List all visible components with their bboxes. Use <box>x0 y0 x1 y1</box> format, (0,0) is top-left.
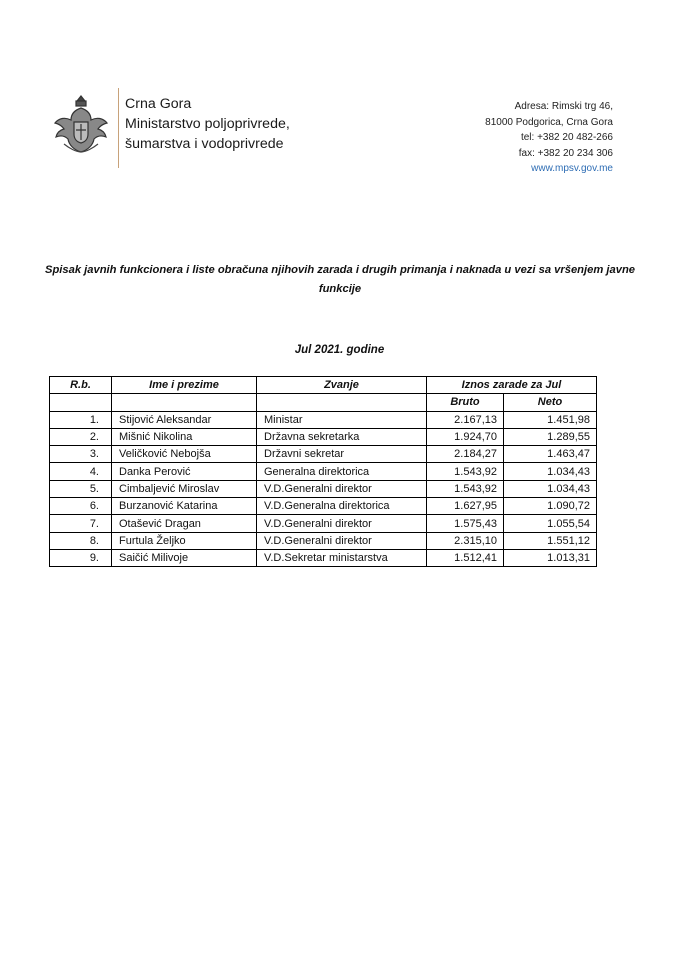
cell-rb: 3. <box>50 446 112 463</box>
table-body <box>50 411 597 567</box>
telephone: tel: +382 20 482-266 <box>520 132 613 143</box>
cell-gross: 1.512,41 <box>427 549 504 566</box>
cell-name: Otašević Dragan <box>112 515 257 532</box>
cell-gross: 1.575,43 <box>427 515 504 532</box>
cell-gross: 1.543,92 <box>427 480 504 497</box>
cell-name: Danka Perović <box>112 463 257 480</box>
salary-table <box>49 376 597 567</box>
cell-title: Ministar <box>257 411 427 428</box>
cell-title: V.D.Generalni direktor <box>257 480 427 497</box>
cell-net: 1.289,55 <box>504 428 597 445</box>
cell-rb: 6. <box>50 498 112 515</box>
cell-net: 1.034,43 <box>504 463 597 480</box>
cell-net: 1.034,43 <box>504 480 597 497</box>
cell-rb: 5. <box>50 480 112 497</box>
table-row <box>50 463 597 480</box>
table-row <box>50 411 597 428</box>
cell-gross: 2.184,27 <box>427 446 504 463</box>
cell-rb: 2. <box>50 428 112 445</box>
cell-gross: 2.315,10 <box>427 532 504 549</box>
cell-net: 1.463,47 <box>504 446 597 463</box>
cell-net: 1.090,72 <box>504 498 597 515</box>
org-line-ministry: Ministarstvo poljoprivrede, <box>125 116 290 132</box>
cell-net: 1.055,54 <box>504 515 597 532</box>
cell-name: Saičić Milivoje <box>112 549 257 566</box>
header-divider <box>118 88 119 168</box>
cell-rb: 1. <box>50 411 112 428</box>
header-amount: Iznos zarade za Jul <box>427 377 597 394</box>
org-line-country: Crna Gora <box>125 96 192 112</box>
cell-name: Furtula Željko <box>112 532 257 549</box>
document-period: Jul 2021. godine <box>294 344 385 356</box>
organization-name <box>125 94 290 154</box>
table-subheader-row <box>50 394 597 411</box>
document-title: Spisak javnih funkcionera i liste obračuna njihovih zarada i drugih primanja i naknada u vezi sa vršenjem javne funkcije <box>44 264 636 295</box>
cell-name: Stijović Aleksandar <box>112 411 257 428</box>
cell-gross: 1.543,92 <box>427 463 504 480</box>
cell-title: Državni sekretar <box>257 446 427 463</box>
cell-name: Burzanović Katarina <box>112 498 257 515</box>
table-row <box>50 446 597 463</box>
table-row <box>50 498 597 515</box>
cell-rb: 7. <box>50 515 112 532</box>
cell-net: 1.013,31 <box>504 549 597 566</box>
cell-rb: 8. <box>50 532 112 549</box>
cell-rb: 4. <box>50 463 112 480</box>
cell-name: Veličković Nebojša <box>112 446 257 463</box>
website-link[interactable]: www.mpsv.gov.me <box>531 163 613 174</box>
table-row <box>50 428 597 445</box>
table-row <box>50 480 597 497</box>
cell-name: Mišnić Nikolina <box>112 428 257 445</box>
cell-title: V.D.Generalni direktor <box>257 532 427 549</box>
fax: fax: +382 20 234 306 <box>518 147 613 159</box>
cell-rb: 9. <box>50 549 112 566</box>
cell-net: 1.551,12 <box>504 532 597 549</box>
header-gross: Bruto <box>427 394 504 411</box>
subheader-empty-2 <box>112 394 257 411</box>
cell-gross: 1.924,70 <box>427 428 504 445</box>
cell-title: V.D.Generalna direktorica <box>257 498 427 515</box>
table-row <box>50 549 597 566</box>
header-rb: R.b. <box>50 377 112 394</box>
org-line-ministry-cont: šumarstva i vodoprivrede <box>125 136 284 152</box>
cell-gross: 2.167,13 <box>427 411 504 428</box>
header-net: Neto <box>504 394 597 411</box>
cell-gross: 1.627,95 <box>427 498 504 515</box>
contact-block <box>485 99 613 177</box>
header-name: Ime i prezime <box>112 377 257 394</box>
coat-of-arms-icon <box>52 94 110 156</box>
letterhead <box>0 88 679 178</box>
cell-title: V.D.Sekretar ministarstva <box>257 549 427 566</box>
table-row <box>50 532 597 549</box>
header-title: Zvanje <box>257 377 427 394</box>
cell-title: Generalna direktorica <box>257 463 427 480</box>
subheader-empty-3 <box>257 394 427 411</box>
table-row <box>50 515 597 532</box>
cell-title: V.D.Generalni direktor <box>257 515 427 532</box>
cell-net: 1.451,98 <box>504 411 597 428</box>
subheader-empty-1 <box>50 394 112 411</box>
address-line-1: Adresa: Rimski trg 46, <box>514 101 613 112</box>
cell-name: Cimbaljević Miroslav <box>112 480 257 497</box>
address-line-2: 81000 Podgorica, Crna Gora <box>485 116 613 128</box>
table-header-row <box>50 377 597 394</box>
cell-title: Državna sekretarka <box>257 428 427 445</box>
